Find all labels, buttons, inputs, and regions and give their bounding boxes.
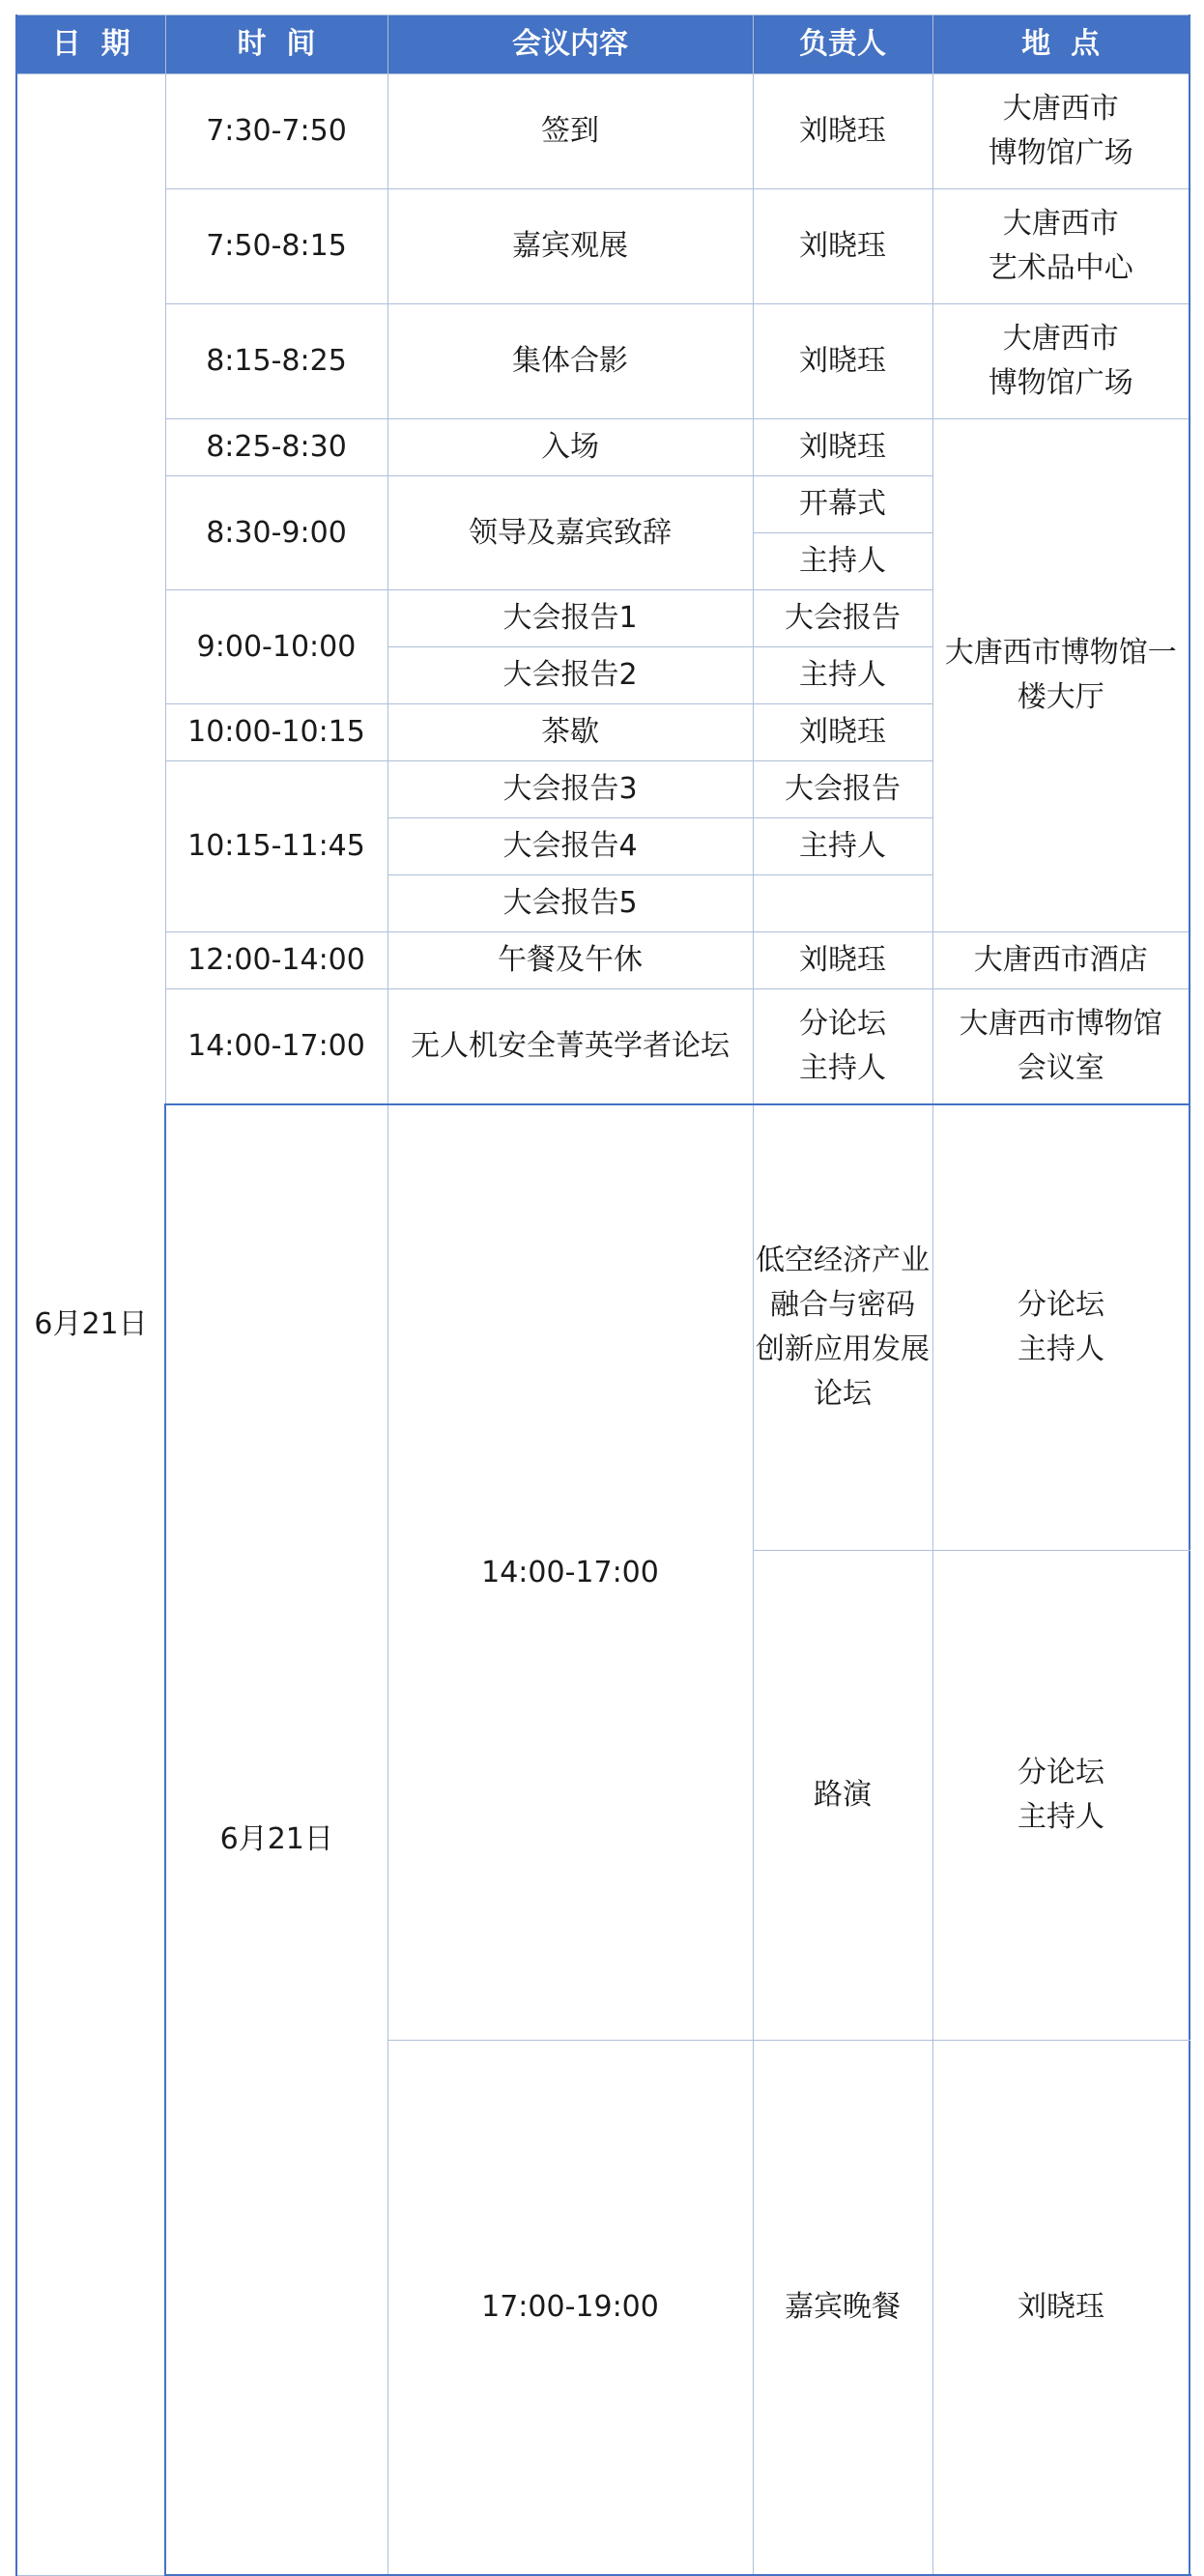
place-cell bbox=[932, 189, 1190, 304]
person-line: 主持人 bbox=[799, 1051, 886, 1085]
time-cell: 7:50-8:15 bbox=[165, 189, 387, 304]
place-cell-hall bbox=[932, 419, 1190, 932]
table-row bbox=[16, 419, 1190, 476]
place-cell bbox=[932, 989, 1190, 1105]
header-date: 日 期 bbox=[16, 15, 165, 74]
header-person: 负责人 bbox=[753, 15, 932, 74]
table-row bbox=[16, 1104, 1190, 1551]
content-cell: 大会报告4 bbox=[387, 818, 753, 875]
schedule-table bbox=[15, 14, 1190, 2576]
content-cell: 入场 bbox=[387, 419, 753, 476]
person-cell: 主持人 bbox=[753, 647, 932, 704]
time-cell: 10:00-10:15 bbox=[165, 704, 387, 761]
content-cell: 大会报告2 bbox=[387, 647, 753, 704]
person-cell bbox=[932, 1551, 1190, 2041]
content-cell: 大会报告1 bbox=[387, 590, 753, 647]
content-cell: 嘉宾观展 bbox=[387, 189, 753, 304]
person-line: 分论坛 bbox=[1018, 1756, 1104, 1789]
content-line: 低空经济产业融合与密码 bbox=[756, 1244, 930, 1322]
content-cell: 嘉宾晚餐 bbox=[753, 2041, 932, 2576]
content-cell: 集体合影 bbox=[387, 304, 753, 419]
place-line: 楼大厅 bbox=[1017, 680, 1104, 714]
place-line: 大唐西市 bbox=[1002, 322, 1119, 356]
time-cell: 17:00-19:00 bbox=[387, 2041, 753, 2576]
content-cell: 午餐及午休 bbox=[387, 932, 753, 989]
content-cell: 路演 bbox=[753, 1551, 932, 2041]
person-cell: 刘晓珏 bbox=[753, 189, 932, 304]
content-cell: 领导及嘉宾致辞 bbox=[387, 476, 753, 590]
person-cell: 刘晓珏 bbox=[753, 704, 932, 761]
place-line: 艺术品中心 bbox=[988, 251, 1133, 285]
person-cell: 开幕式 bbox=[753, 476, 932, 533]
content-cell: 茶歇 bbox=[387, 704, 753, 761]
time-cell: 7:30-7:50 bbox=[165, 74, 387, 189]
place-line: 大唐西市 bbox=[1002, 92, 1119, 126]
date-cell: 6月21日 bbox=[16, 74, 165, 2576]
person-line: 主持人 bbox=[1018, 1332, 1104, 1366]
place-line: 大唐西市博物馆一 bbox=[944, 636, 1177, 670]
header-place: 地 点 bbox=[932, 15, 1190, 74]
place-cell bbox=[932, 304, 1190, 419]
table-row bbox=[16, 932, 1190, 989]
content-cell: 签到 bbox=[387, 74, 753, 189]
person-line: 分论坛 bbox=[1018, 1288, 1104, 1322]
person-cell: 刘晓珏 bbox=[753, 74, 932, 189]
content-cell: 无人机安全菁英学者论坛 bbox=[387, 989, 753, 1105]
content-cell: 大会报告3 bbox=[387, 761, 753, 818]
header-row bbox=[16, 15, 1190, 74]
header-time: 时 间 bbox=[165, 15, 387, 74]
place-line: 大唐西市博物馆 bbox=[959, 1007, 1162, 1041]
place-cell bbox=[932, 74, 1190, 189]
person-line: 主持人 bbox=[1018, 1800, 1104, 1834]
time-cell: 9:00-10:00 bbox=[165, 590, 387, 704]
table-row bbox=[16, 74, 1190, 189]
time-cell: 8:15-8:25 bbox=[165, 304, 387, 419]
person-cell: 刘晓珏 bbox=[753, 419, 932, 476]
place-line: 会议室 bbox=[1017, 1051, 1104, 1085]
content-cell: 大会报告5 bbox=[387, 875, 753, 932]
place-line: 博物馆广场 bbox=[988, 136, 1133, 170]
time-cell: 10:15-11:45 bbox=[165, 761, 387, 932]
person-cell: 大会报告 bbox=[753, 590, 932, 647]
time-cell: 12:00-14:00 bbox=[165, 932, 387, 989]
person-cell bbox=[932, 1104, 1190, 1551]
person-line: 分论坛 bbox=[799, 1007, 886, 1041]
place-line: 博物馆广场 bbox=[988, 366, 1133, 400]
time-cell: 8:25-8:30 bbox=[165, 419, 387, 476]
place-line: 大唐西市 bbox=[1002, 207, 1119, 241]
time-cell: 14:00-17:00 bbox=[387, 1104, 753, 2041]
person-cell: 刘晓珏 bbox=[753, 932, 932, 989]
time-cell: 8:30-9:00 bbox=[165, 476, 387, 590]
table-row bbox=[16, 304, 1190, 419]
person-cell bbox=[753, 875, 932, 932]
person-cell: 主持人 bbox=[753, 533, 932, 590]
table-row bbox=[16, 989, 1190, 1105]
person-cell: 刘晓珏 bbox=[932, 2041, 1190, 2576]
content-cell bbox=[753, 1104, 932, 1551]
date-cell: 6月21日 bbox=[165, 1104, 387, 2575]
content-line: 创新应用发展论坛 bbox=[756, 1332, 930, 1411]
person-cell: 大会报告 bbox=[753, 761, 932, 818]
person-cell: 刘晓珏 bbox=[753, 304, 932, 419]
person-cell bbox=[753, 989, 932, 1105]
place-cell: 大唐西市酒店 bbox=[932, 932, 1190, 989]
person-cell: 主持人 bbox=[753, 818, 932, 875]
time-cell: 14:00-17:00 bbox=[165, 989, 387, 1105]
header-content: 会议内容 bbox=[387, 15, 753, 74]
table-row bbox=[16, 189, 1190, 304]
